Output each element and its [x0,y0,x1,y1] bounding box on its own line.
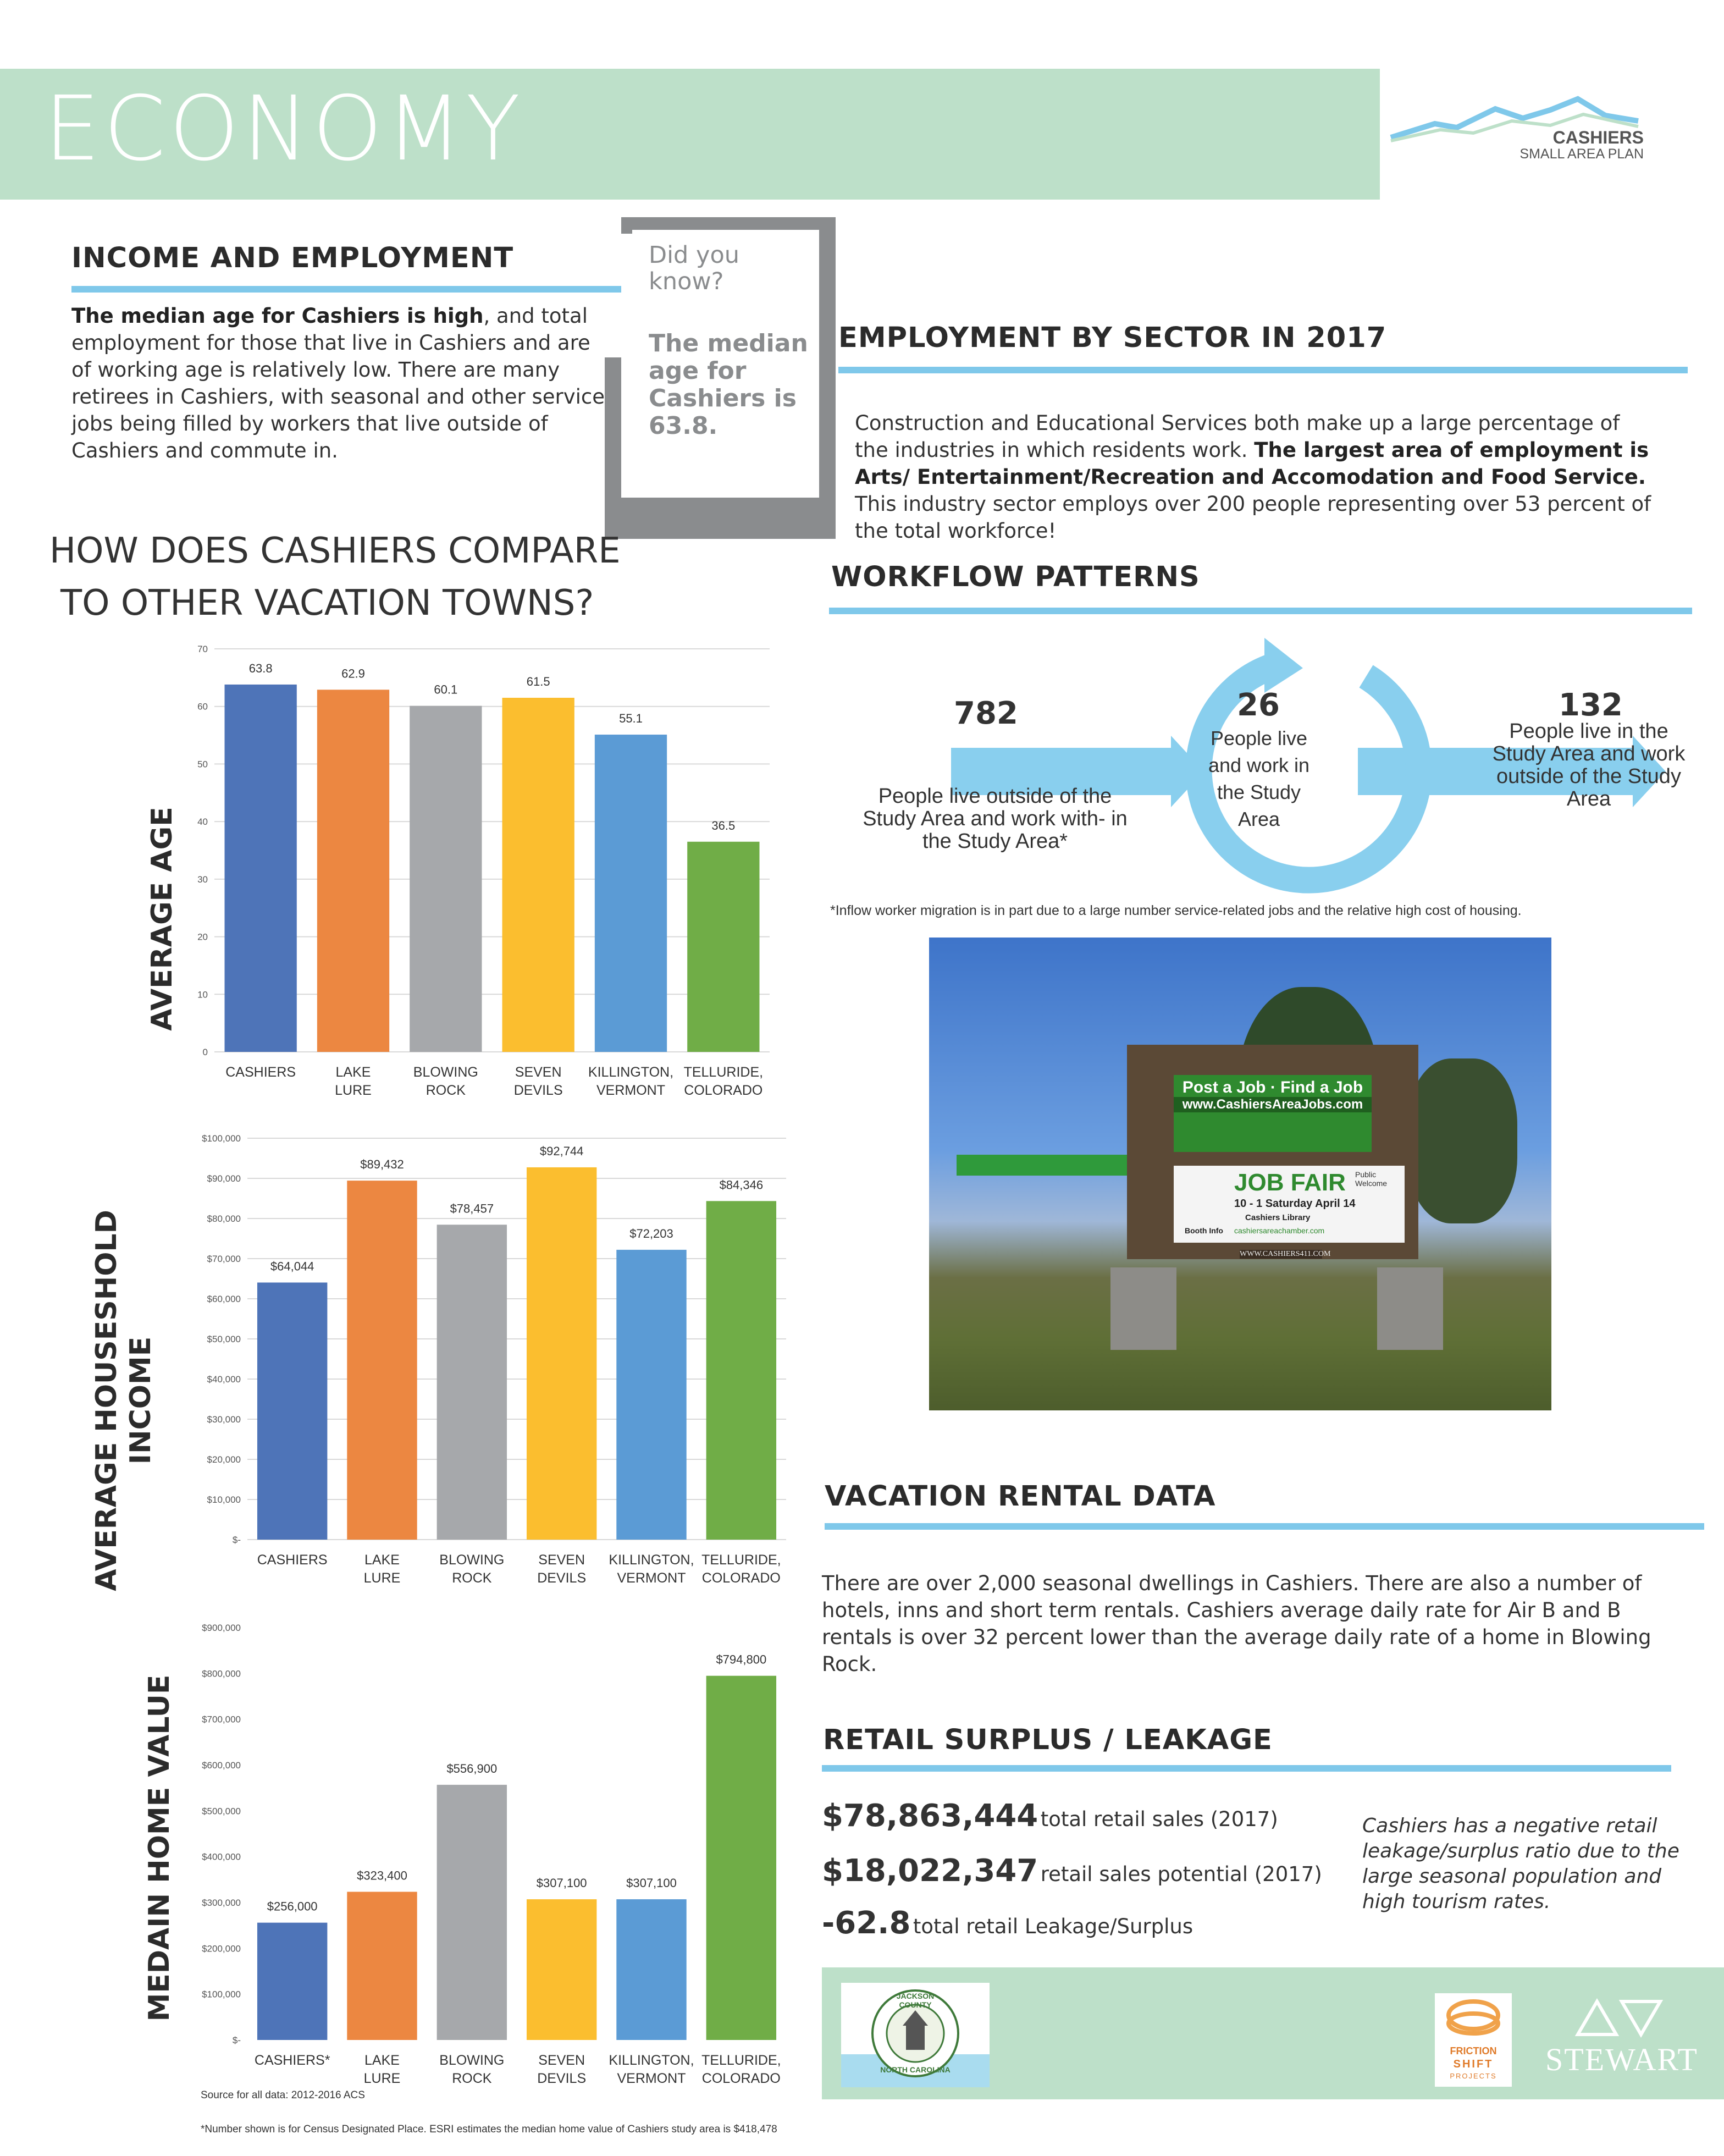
category-label: COLORADO [701,1570,781,1586]
retail-sales-label: total retail sales (2017) [1040,1807,1278,1831]
bar [616,1250,686,1540]
retail-potential-label: retail sales potential (2017) [1040,1862,1322,1886]
bar-value-label: $64,044 [270,1259,314,1273]
category-label: KILLINGTON, [609,1552,694,1568]
bar-value-label: 62.9 [341,666,365,681]
home-value-footnote: *Number shown is for Census Designated Place. ESRI estimates the median home value of Cashiers study area is $418,478 [201,2124,777,2135]
bar-value-label: $89,432 [360,1157,404,1172]
sign-place: Cashiers Library [1245,1213,1311,1222]
did-you-know-lead: Did you know? [649,241,740,295]
stewart-logo-icon [1572,1996,1666,2040]
bar-value-label: $72,203 [629,1226,673,1240]
workflow-title: WORKFLOW PATTERNS [831,561,1200,593]
bar-value-label: $556,900 [446,1761,498,1775]
income-employment-title: INCOME AND EMPLOYMENT [71,242,514,274]
category-label: LURE [363,2071,401,2086]
category-label: ROCK [452,2071,492,2086]
y-tick-label: $600,000 [202,1760,241,1771]
workflow-footnote: *Inflow worker migration is in part due to a large number service-related jobs and the relative high cost of housing. [830,903,1522,918]
y-tick-label: $10,000 [207,1495,241,1505]
bar-value-label: $256,000 [267,1899,318,1914]
bar [410,706,482,1052]
job-fair-photo [929,938,1551,1410]
friction-shift-logo [1435,1993,1512,2087]
household-income-chart [181,1122,792,1600]
category-label: CASHIERS [257,1552,328,1568]
category-label: DEVILS [513,1083,563,1098]
bar [527,1167,596,1540]
retail-note: Cashiers has a negative retail leakage/surplus ratio due to the large seasonal population and high tourism rates. [1362,1815,1679,1913]
y-tick-label: 10 [197,989,208,1000]
friction-line1: FRICTION [1450,2045,1497,2056]
y-tick-label: $60,000 [207,1294,241,1304]
bar-value-label: $78,457 [450,1201,494,1216]
tree-shape [1407,1058,1517,1223]
y-tick-label: $90,000 [207,1173,241,1184]
source-note: Source for all data: 2012-2016 ACS [201,2089,365,2101]
y-tick-label: $50,000 [207,1334,241,1344]
employment-sector-text [855,410,1657,544]
sign-chamber-url: cashiersareachamber.com [1234,1226,1325,1235]
y-tick-label: $900,000 [202,1623,241,1633]
home-value-chart [181,1611,792,2095]
category-label: COLORADO [701,2071,781,2086]
friction-line3: PROJECTS [1450,2072,1497,2080]
retail-leakage-value: -62.8 [822,1905,911,1941]
chart1-y-axis-title: AVERAGE AGE [146,807,179,1031]
y-tick-label: 0 [202,1047,208,1057]
retail-title: RETAIL SURPLUS / LEAKAGE [823,1724,1273,1756]
bar [502,698,574,1052]
y-tick-label: $500,000 [202,1806,241,1817]
y-tick-label: $400,000 [202,1851,241,1862]
y-tick-label: 30 [197,874,208,885]
category-label: ROCK [452,1570,492,1586]
bar [317,690,389,1052]
category-label: DEVILS [537,2071,587,2086]
category-label: CASHIERS [225,1065,296,1080]
inflow-number: 782 [954,696,1018,731]
county-logo-box [841,1983,990,2087]
category-label: VERMONT [617,2071,686,2086]
y-tick-label: $200,000 [202,1943,241,1954]
income-employment-rule [71,286,621,293]
logo-name: CASHIERS [1552,128,1644,147]
workflow-rule [829,608,1692,614]
compare-title-line2: TO OTHER VACATION TOWNS? [60,583,594,624]
average-age-chart [181,632,792,1111]
bar [257,1923,327,2040]
did-you-know-frame-bottom [605,498,836,539]
category-label: KILLINGTON, [609,2053,694,2068]
bar [616,1899,686,2040]
y-tick-label: 60 [197,701,208,712]
retail-rule [822,1765,1671,1772]
employment-sector-title: EMPLOYMENT BY SECTOR IN 2017 [838,322,1387,354]
sign-panel-top [1174,1075,1372,1152]
chart3-y-axis-title: MEDAIN HOME VALUE [143,1674,176,2022]
y-tick-label: 70 [197,644,208,654]
vacation-rental-rule [825,1523,1704,1530]
category-label: COLORADO [684,1083,763,1098]
sign-fair: JOB FAIR [1234,1169,1346,1196]
category-label: LURE [335,1083,372,1098]
vacation-rental-title: VACATION RENTAL DATA [825,1480,1216,1513]
bar [257,1282,327,1540]
y-tick-label: $100,000 [202,1133,241,1144]
bar-value-label: $794,800 [716,1652,767,1667]
bar [687,842,759,1052]
bar-value-label: 55.1 [619,712,643,726]
seal-top-text: JACKSON COUNTY [896,1992,935,2009]
sign-booth: Booth Info [1185,1226,1223,1235]
friction-line2: SHIFT [1453,2058,1494,2070]
category-label: SEVEN [515,1065,562,1080]
outflow-number: 132 [1559,687,1623,723]
category-label: BLOWING [413,1065,478,1080]
bar-value-label: 60.1 [434,682,458,697]
category-label: LAKE [335,1065,371,1080]
y-tick-label: $700,000 [202,1714,241,1725]
bar-value-label: $84,346 [719,1178,764,1192]
retail-sales-row [822,1798,1278,1834]
y-tick-label: $800,000 [202,1668,241,1679]
y-tick-label: $80,000 [207,1214,241,1224]
income-employment-body: , and total employment for those that live in Cashiers and are of working age is relatively low. There are many retirees in Cashiers, with seasonal and other service jobs being filled by workers that live outside of Cashiers and commute in. [71,304,605,462]
income-employment-text [71,302,610,464]
retail-leakage-label: total retail Leakage/Surplus [913,1915,1193,1938]
category-label: SEVEN [538,1552,585,1568]
y-tick-label: $- [232,2035,241,2045]
employment-sector-highlight: The largest area of employment is Arts/ Entertainment/Recreation and Accomodation and Food Service. [855,438,1649,489]
category-label: BLOWING [439,1552,505,1568]
category-label: VERMONT [596,1083,665,1098]
category-label: LURE [363,1570,401,1586]
vacation-rental-text: There are over 2,000 seasonal dwellings in Cashiers. There are also a number of hotels, inns and short term rentals. Cashiers average daily rate for Air B and B rentals is over 32 percent lower than the average daily rate of a home in Blowing Rock. [822,1571,1651,1676]
bar [706,1676,776,2040]
y-tick-label: 20 [197,931,208,942]
internal-number: 26 [1237,687,1280,723]
bar [527,1899,596,2040]
category-label: TELLURIDE, [701,1552,781,1568]
employment-sector-text-b: This industry sector employs over 200 people representing over 53 percent of the total workforce! [855,492,1651,543]
logo-subtitle: SMALL AREA PLAN [1519,146,1644,162]
bar-value-label: $92,744 [539,1144,584,1158]
did-you-know-frame-right [819,217,836,498]
seal-bottom-text: NORTH CAROLINA [880,2065,951,2074]
bar-value-label: $307,100 [626,1876,677,1890]
category-label: TELLURIDE, [701,2053,781,2068]
bar [437,1225,507,1540]
compare-title-line1: HOW DOES CASHIERS COMPARE [49,531,621,571]
sign-panel-bottom [1174,1166,1405,1243]
y-tick-label: $100,000 [202,1989,241,2000]
employment-sector-text-a: Construction and Educational Services both make up a large percentage of the industries in which residents work. [855,411,1620,462]
income-employment-lead: The median age for Cashiers is high [71,304,484,328]
retail-potential-row [822,1853,1322,1889]
bar-value-label: $323,400 [357,1868,407,1883]
y-tick-label: 50 [197,759,208,770]
friction-shift-icon [1435,1993,1512,2043]
bar-value-label: 61.5 [526,675,550,689]
y-tick-label: $300,000 [202,1898,241,1908]
sign-bottom-plate: WWW.CASHIERS411.COM [1240,1250,1331,1258]
sign-top-line2: www.CashiersAreaJobs.com [1174,1097,1372,1112]
chart2-y-axis-title [90,1153,158,1648]
y-tick-label: $70,000 [207,1254,241,1264]
sign-public: Public Welcome [1355,1170,1388,1188]
inflow-text: People live outside of the Study Area and work with- in the Study Area* [863,785,1128,853]
bar [706,1201,776,1540]
bar-value-label: 36.5 [711,818,736,832]
page-title: ECONOMY [44,78,524,181]
sign-date: 10 - 1 Saturday April 14 [1234,1198,1356,1210]
y-tick-label: $40,000 [207,1374,241,1385]
stone-pillar [1377,1267,1443,1350]
bar-value-label: $307,100 [536,1876,587,1890]
y-tick-label: 40 [197,817,208,828]
bar [437,1785,507,2040]
bar [347,1181,417,1540]
category-label: CASHIERS* [254,2053,330,2068]
internal-text: People live and work in the Study Area [1208,727,1310,830]
stewart-logo-text: STEWART [1545,2042,1698,2077]
category-label: LAKE [364,1552,400,1568]
category-label: ROCK [426,1083,466,1098]
y-tick-label: $20,000 [207,1454,241,1465]
category-label: SEVEN [538,2053,585,2068]
bar-value-label: 63.8 [248,661,273,675]
category-label: DEVILS [537,1570,587,1586]
bar [595,735,667,1052]
bar [225,685,297,1052]
stone-pillar [1110,1267,1176,1350]
gas-station-canopy [957,1155,1132,1176]
category-label: BLOWING [439,2053,505,2068]
category-label: LAKE [364,2053,400,2068]
category-label: TELLURIDE, [683,1065,764,1080]
outflow-text: People live in the Study Area and work outside of the Study Area [1492,720,1686,810]
retail-sales-value: $78,863,444 [822,1798,1038,1834]
y-tick-label: $- [232,1535,241,1545]
sign-top-line1: Post a Job · Find a Job [1182,1078,1363,1096]
category-label: KILLINGTON, [588,1065,674,1080]
y-tick-label: $30,000 [207,1414,241,1425]
did-you-know-fact: The median age for Cashiers is 63.8. [649,329,808,440]
retail-potential-value: $18,022,347 [822,1853,1038,1889]
chart2-y-axis-title-text: AVERAGE HOUSESHOLD INCOME [90,1210,157,1591]
bar [347,1892,417,2041]
category-label: VERMONT [617,1570,686,1586]
employment-sector-rule [838,367,1688,373]
retail-leakage-row [822,1905,1193,1941]
